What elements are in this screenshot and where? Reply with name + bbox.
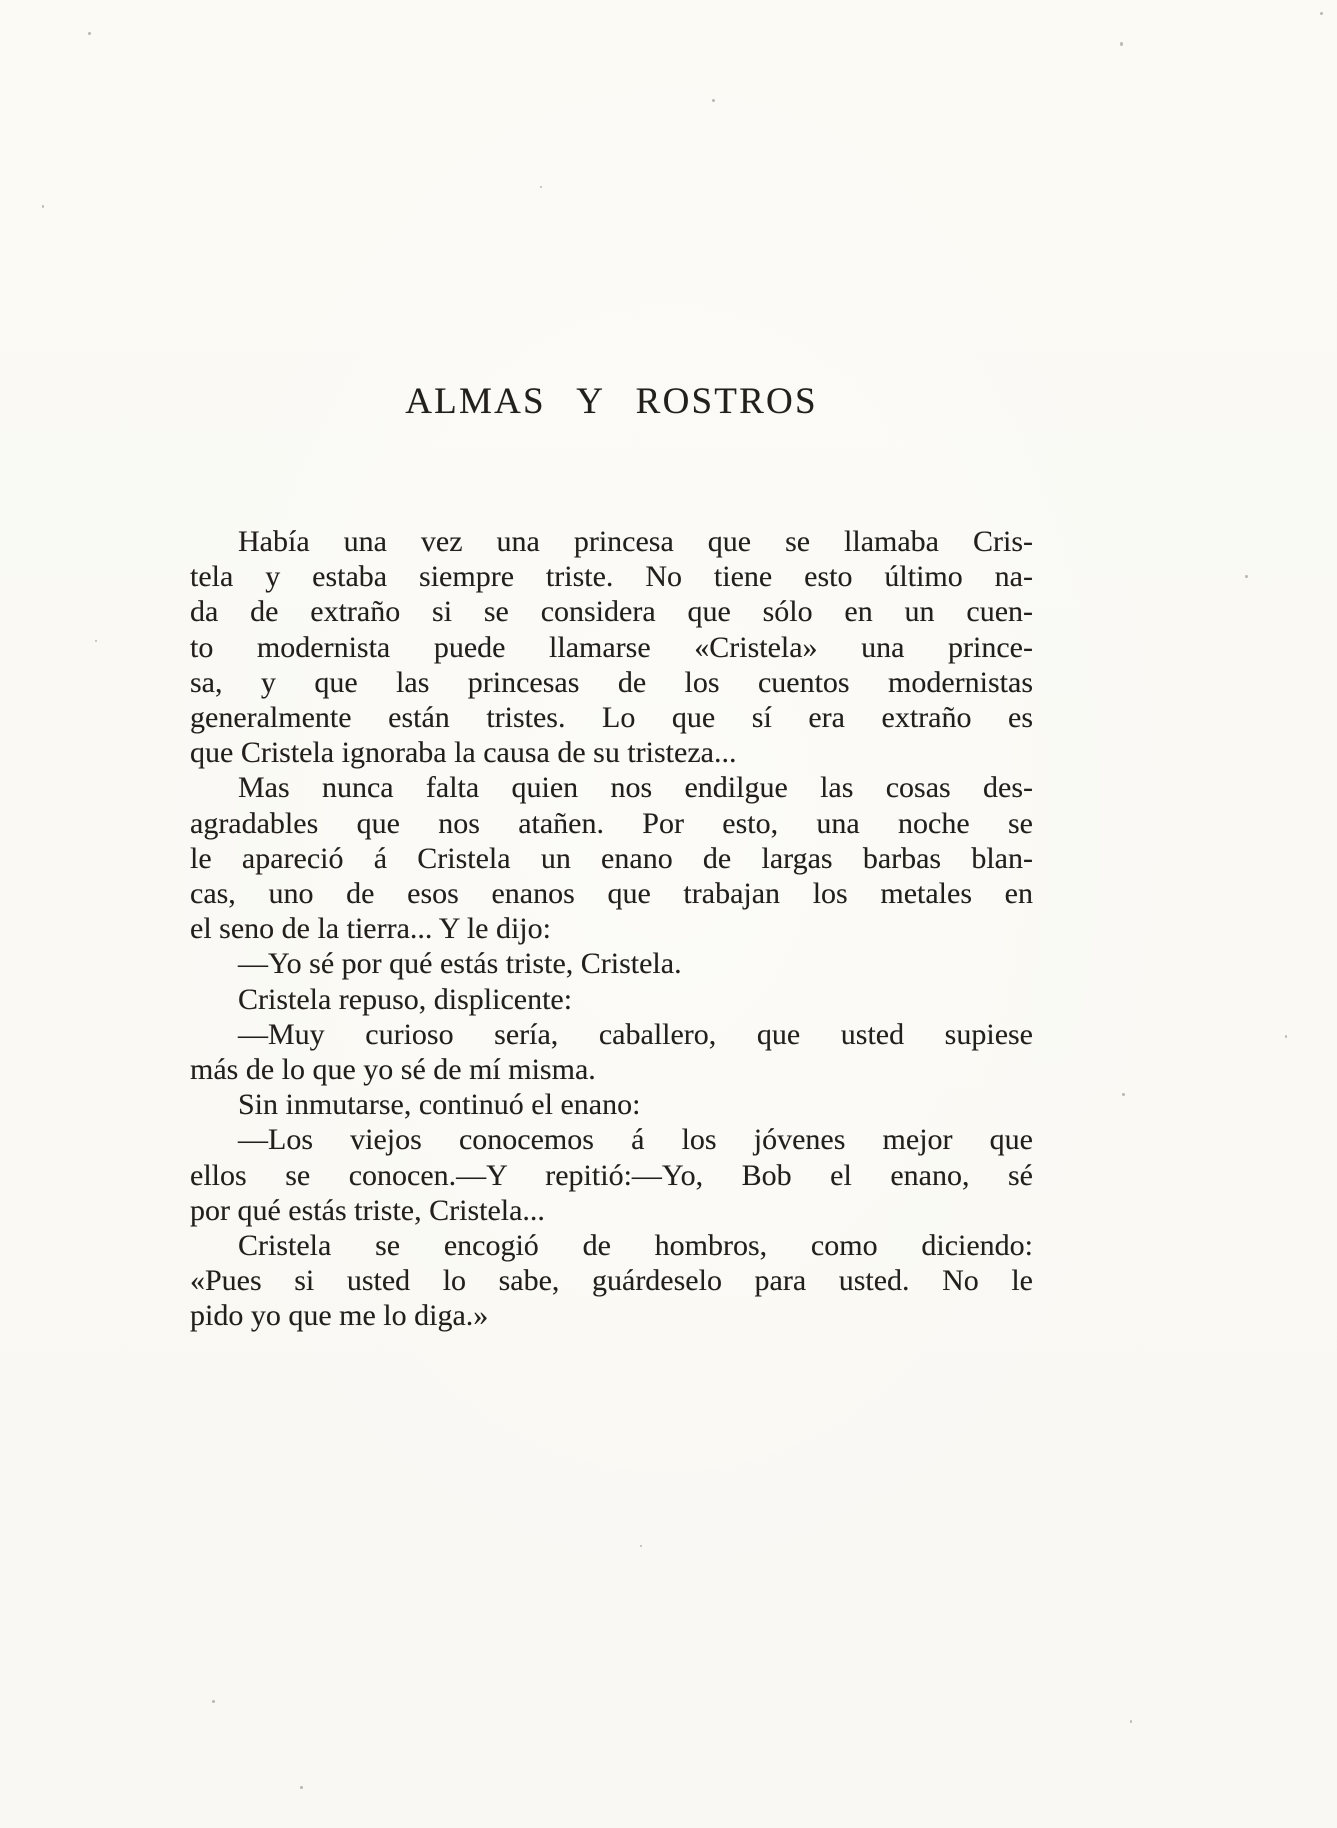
paragraph (190, 946, 1033, 981)
text-line: más de lo que yo sé de mí misma. (190, 1053, 596, 1087)
scan-speck (540, 186, 542, 188)
scan-speck (1122, 1093, 1125, 1096)
page-title: ALMAS Y ROSTROS (405, 381, 818, 422)
text-line: Había una vez una princesa que se llamaba Cris- (238, 525, 1033, 558)
text-line: —Los viejos conocemos á los jóvenes mejor que (238, 1123, 1033, 1157)
text-line: Sin inmutarse, continuó el enano: (238, 1088, 641, 1122)
scan-speck (1245, 575, 1248, 578)
text-line: le apareció á Cristela un enano de largas barbas blan- (190, 841, 1033, 875)
paragraph (190, 982, 1033, 1017)
scan-speck (1285, 1035, 1287, 1038)
text-line: tela y estaba siempre triste. No tiene esto último na- (190, 560, 1033, 594)
scan-speck (1130, 1720, 1132, 1723)
scan-speck (95, 640, 97, 642)
scan-speck (1320, 12, 1323, 15)
text-line: cas, uno de esos enanos que trabajan los metales en (190, 877, 1033, 911)
text-line: pido yo que me lo diga.» (190, 1299, 489, 1333)
text-line: ellos se conocen.—Y repitió:—Yo, Bob el enano, sé (190, 1158, 1033, 1192)
text-line: Cristela repuso, displicente: (238, 982, 573, 1016)
paragraph (190, 524, 1033, 770)
scan-speck (300, 1786, 303, 1789)
text-line: por qué estás triste, Cristela... (190, 1193, 545, 1227)
text-line: agradables que nos atañen. Por esto, una noche se (190, 806, 1033, 840)
text-line: el seno de la tierra... Y le dijo: (190, 912, 551, 946)
text-block (190, 524, 1033, 1334)
text-line: Cristela se encogió de hombros, como diciendo: (238, 1229, 1033, 1263)
scan-speck (212, 1700, 215, 1703)
scan-speck (1120, 42, 1123, 46)
scan-speck (712, 99, 715, 102)
paragraph (190, 1228, 1033, 1334)
paragraph (190, 1087, 1033, 1122)
text-line: generalmente están tristes. Lo que sí era extraño es (190, 701, 1033, 735)
paragraph (190, 770, 1033, 946)
text-line: sa, y que las princesas de los cuentos modernistas (190, 665, 1033, 699)
paragraph (190, 1122, 1033, 1228)
text-line: «Pues si usted lo sabe, guárdeselo para usted. No le (190, 1264, 1033, 1298)
text-line: to modernista puede llamarse «Cristela» una prince- (190, 630, 1033, 664)
text-line: —Muy curioso sería, caballero, que usted supiese (238, 1017, 1033, 1051)
text-line: que Cristela ignoraba la causa de su tristeza... (190, 736, 737, 770)
scan-speck (42, 205, 44, 208)
scan-speck (640, 1545, 642, 1547)
paragraph (190, 1017, 1033, 1087)
text-line: da de extraño si se considera que sólo en un cuen- (190, 595, 1033, 629)
text-line: —Yo sé por qué estás triste, Cristela. (238, 947, 682, 981)
scan-speck (88, 32, 91, 35)
text-line: Mas nunca falta quien nos endilgue las cosas des- (238, 771, 1033, 805)
